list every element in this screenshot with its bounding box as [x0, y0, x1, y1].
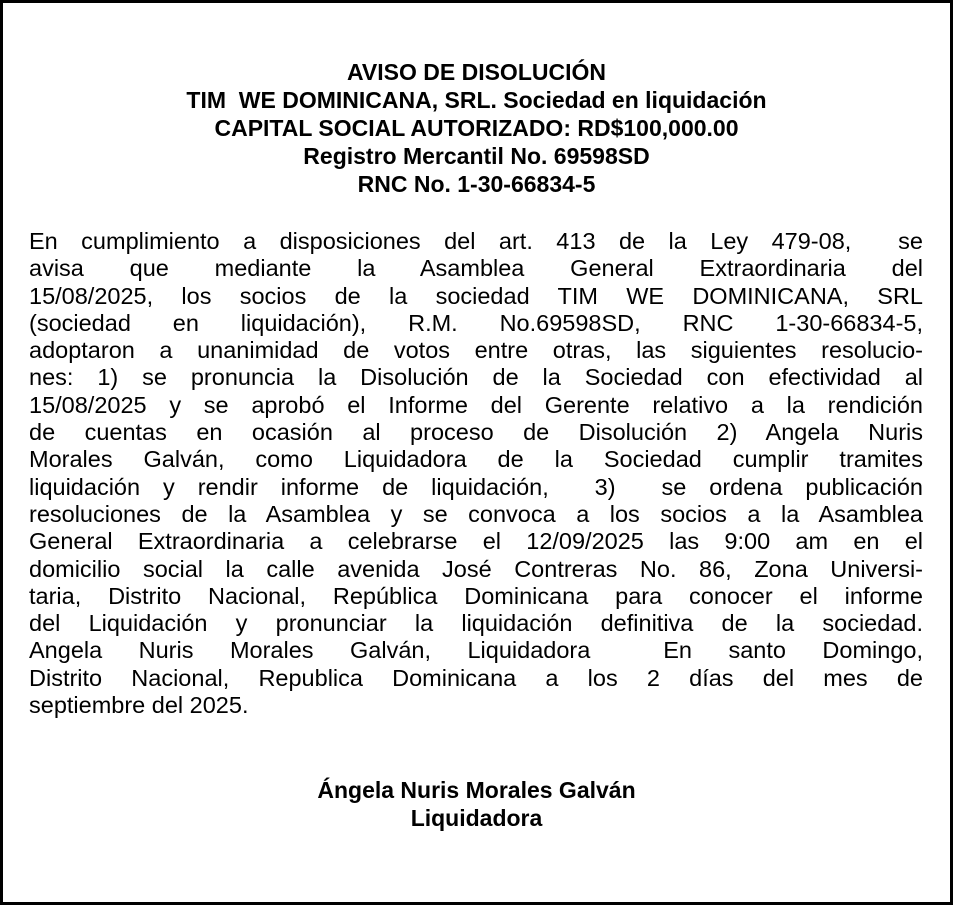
notice-title: AVISO DE DISOLUCIÓN	[347, 59, 606, 85]
body-line: liquidación y rendir informe de liquidación, 3) se ordena publicación	[29, 473, 923, 500]
signatory-name: Ángela Nuris Morales Galván	[317, 777, 636, 803]
body-line: resoluciones de la Asamblea y se convoca a los socios a la Asamblea	[29, 500, 923, 527]
body-line: avisa que mediante la Asamblea General Extraordinaria del	[29, 255, 923, 282]
body-line: de cuentas en ocasión al proceso de Disolución 2) Angela Nuris	[29, 419, 923, 446]
body-line: Distrito Nacional, Republica Dominicana a los 2 días del mes de	[29, 664, 923, 691]
body-line: General Extraordinaria a celebrarse el 12/09/2025 las 9:00 am en el	[29, 528, 923, 555]
signature-block	[3, 776, 950, 832]
rnc-number: RNC No. 1-30-66834-5	[357, 171, 596, 197]
notice-body	[29, 228, 923, 719]
body-line: En cumplimiento a disposiciones del art. 413 de la Ley 479-08, se	[29, 228, 923, 254]
body-line: Angela Nuris Morales Galván, Liquidadora En santo Domingo,	[29, 637, 923, 664]
body-line: del Liquidación y pronunciar la liquidación definitiva de la sociedad.	[29, 610, 923, 637]
company-name: TIM WE DOMINICANA, SRL. Sociedad en liquidación	[186, 87, 767, 113]
authorized-capital: CAPITAL SOCIAL AUTORIZADO: RD$100,000.00	[214, 115, 739, 141]
body-line: domicilio social la calle avenida José Contreras No. 86, Zona Universi-	[29, 555, 923, 582]
body-line: Morales Galván, como Liquidadora de la Sociedad cumplir tramites	[29, 446, 923, 473]
body-line: 15/08/2025 y se aprobó el Informe del Gerente relativo a la rendición	[29, 391, 923, 418]
body-line: taria, Distrito Nacional, República Dominicana para conocer el informe	[29, 582, 923, 609]
body-line: (sociedad en liquidación), R.M. No.69598SD, RNC 1-30-66834-5,	[29, 309, 923, 336]
signatory-role: Liquidadora	[410, 805, 543, 831]
body-line: 15/08/2025, los socios de la sociedad TIM WE DOMINICANA, SRL	[29, 282, 923, 309]
body-line: nes: 1) se pronuncia la Disolución de la Sociedad con efectividad al	[29, 364, 923, 391]
notice-heading	[3, 58, 950, 198]
mercantile-registry: Registro Mercantil No. 69598SD	[303, 143, 650, 169]
body-line: adoptaron a unanimidad de votos entre otras, las siguientes resolucio-	[29, 337, 923, 364]
body-line: septiembre del 2025.	[29, 692, 249, 719]
